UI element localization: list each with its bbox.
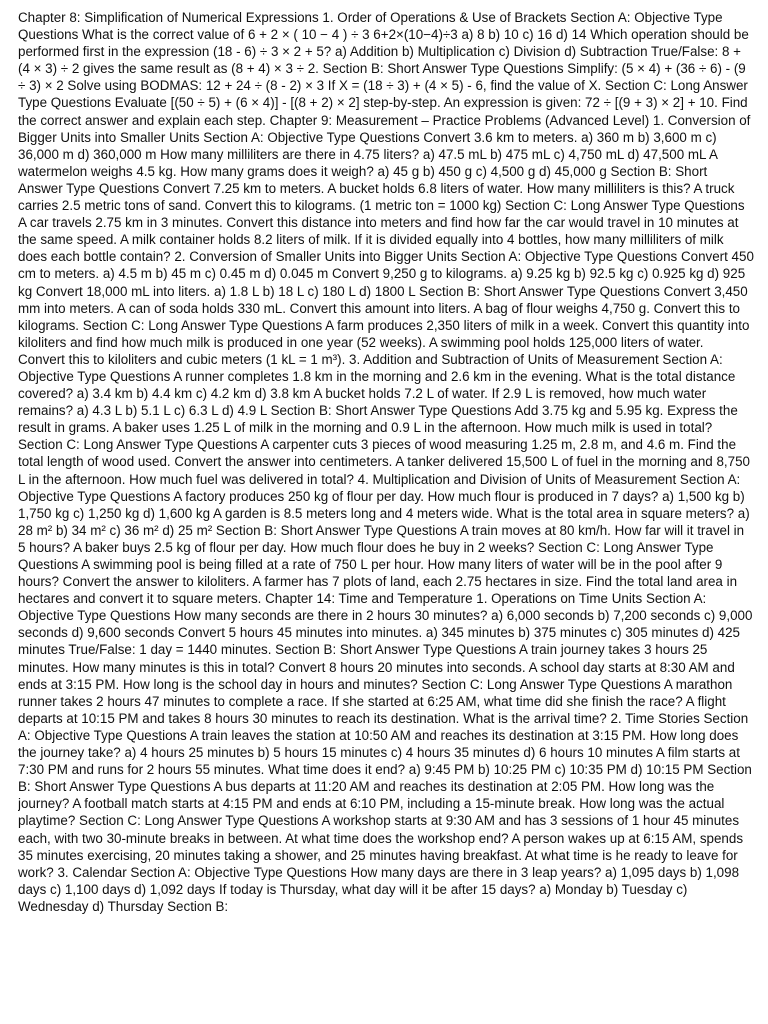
document-body-text: Chapter 8: Simplification of Numerical Expressions 1. Order of Operations & Use of Brackets Section A: Objective Type Questions What is the correct value of 6 + 2 × ( 10 − 4 ) ÷ 3 6+2×(10−4)÷3 a) 8 b) 10 c) 16 d) 14 Which operation should be performed first in the expression (18 - 6) ÷ 3 × 2 + 5? a) Addition b) Multiplication c) Division d) Subtraction True/False: 8 + (4 × 3) ÷ 2 gives the same result as (8 + 4) × 3 ÷ 2. Section B: Short Answer Type Questions Simplify: (5 × 4) + (36 ÷ 6) - (9 ÷ 3) × 2 Solve using BODMAS: 12 + 24 ÷ (8 - 2) × 3 If X = (18 ÷ 3) + (4 × 5) - 6, find the value of X. Section C: Long Answer Type Questions Evaluate [(50 ÷ 5) + (6 × 4)] - [(8 + 2) × 2] step-by-step. An expression is given: 72 ÷ [(9 + 3) × 2] + 10. Find the correct answer and explain each step. Chapter 9: Measurement – Practice Problems (Advanced Level) 1. Conversion of Bigger Units into Smaller Units Section A: Objective Type Questions Convert 3.6 km to meters. a) 360 m b) 3,600 m c) 36,000 m d) 360,000 m How many milliliters are there in 4.75 liters? a) 47.5 mL b) 475 mL c) 4,750 mL d) 47,500 mL A watermelon weighs 4.5 kg. How many grams does it weigh? a) 45 g b) 450 g c) 4,500 g d) 45,000 g Section B: Short Answer Type Questions Convert 7.25 km to meters. A bucket holds 6.8 liters of water. How many milliliters is this? A truck carries 2.5 metric tons of sand. Convert this to kilograms. (1 metric ton = 1000 kg) Section C: Long Answer Type Questions A car travels 2.75 km in 3 minutes. Convert this distance into meters and find how far the car would travel in 10 minutes at the same speed. A milk container holds 8.2 liters of milk. If it is divided equally into 4 bottles, how many milliliters of milk does each bottle contain? 2. Conversion of Smaller Units into Bigger Units Section A: Objective Type Questions Convert 450 cm to meters. a) 4.5 m b) 45 m c) 0.45 m d) 0.045 m Convert 9,250 g to kilograms. a) 9.25 kg b) 92.5 kg c) 0.925 kg d) 925 kg Convert 18,000 mL into liters. a) 1.8 L b) 18 L c) 180 L d) 1800 L Section B: Short Answer Type Questions Convert 3,450 mm into meters. A can of soda holds 330 mL. Convert this amount into liters. A bag of flour weighs 4,750 g. Convert this to kilograms. Section C: Long Answer Type Questions A farm produces 2,350 liters of milk in a week. Convert this quantity into kiloliters and find how much milk is produced in one year (52 weeks). A swimming pool holds 125,000 liters of water. Convert this to kiloliters and cubic meters (1 kL = 1 m³). 3. Addition and Subtraction of Units of Measurement Section A: Objective Type Questions A runner completes 1.8 km in the morning and 2.6 km in the evening. What is the total distance covered? a) 3.4 km b) 4.4 km c) 4.2 km d) 3.8 km A bucket holds 7.2 L of water. If 2.9 L is removed, how much water remains? a) 4.3 L b) 5.1 L c) 6.3 L d) 4.9 L Section B: Short Answer Type Questions Add 3.75 kg and 5.95 kg. Express the result in grams. A baker uses 1.25 L of milk in the morning and 0.9 L in the afternoon. How much milk is used in total? Section C: Long Answer Type Questions A carpenter cuts 3 pieces of wood measuring 1.25 m, 2.8 m, and 4.6 m. Find the total length of wood used. Convert the answer into centimeters. A tanker delivered 15,500 L of fuel in the morning and 8,750 L in the afternoon. How much fuel was delivered in total? 4. Multiplication and Division of Units of Measurement Section A: Objective Type Questions A factory produces 250 kg of flour per day. How much flour is produced in 7 days? a) 1,500 kg b) 1,750 kg c) 1,250 kg d) 1,600 kg A garden is 8.5 meters long and 4 meters wide. What is the total area in square meters? a) 28 m² b) 34 m² c) 36 m² d) 25 m² Section B: Short Answer Type Questions A train moves at 80 km/h. How far will it travel in 5 hours? A baker buys 2.5 kg of flour per day. How much flour does he buy in 2 weeks? Section C: Long Answer Type Questions A swimming pool is being filled at a rate of 750 L per hour. How many liters of water will be in the pool after 9 hours? Convert the answer to kiloliters. A farmer has 7 plots of land, each 2.75 hectares in size. Find the total land area in hectares and convert it to square meters. Chapter 14: Time and Temperature 1. Operations on Time Units Section A: Objective Type Questions How many seconds are there in 2 hours 30 minutes? a) 6,000 seconds b) 7,200 seconds c) 9,000 seconds d) 9,600 seconds Convert 5 hours 45 minutes into minutes. a) 345 minutes b) 375 minutes c) 305 minutes d) 425 minutes True/False: 1 day = 1440 minutes. Section B: Short Answer Type Questions A train journey takes 3 hours 25 minutes. How many minutes is this in total? Convert 8 hours 20 minutes into seconds. A school day starts at 8:30 AM and ends at 3:15 PM. How long is the school day in hours and minutes? Section C: Long Answer Type Questions A marathon runner takes 2 hours 47 minutes to complete a race. If she started at 6:25 AM, what time did she finish the race? A flight departs at 10:15 PM and takes 8 hours 30 minutes to reach its destination. What is the arrival time? 2. Time Stories Section A: Objective Type Questions A train leaves the station at 10:50 AM and reaches its destination at 3:15 PM. How long does the journey take? a) 4 hours 25 minutes b) 5 hours 15 minutes c) 4 hours 35 minutes d) 6 hours 10 minutes A film starts at 7:30 PM and runs for 2 hours 55 minutes. What time does it end? a) 9:45 PM b) 10:25 PM c) 10:35 PM d) 10:15 PM Section B: Short Answer Type Questions A bus departs at 11:20 AM and reaches its destination at 2:05 PM. How long was the journey? A football match starts at 4:15 PM and ends at 6:10 PM, including a 15-minute break. How long was the actual playtime? Section C: Long Answer Type Questions A workshop starts at 9:30 AM and has 3 sessions of 1 hour 45 minutes each, with two 30-minute breaks in between. At what time does the workshop end? A person wakes up at 6:15 AM, spends 35 minutes exercising, 20 minutes taking a shower, and 25 minutes having breakfast. At what time is he ready to leave for work? 3. Calendar Section A: Objective Type Questions How many days are there in 3 leap years? a) 1,095 days b) 1,098 days c) 1,100 days d) 1,092 days If today is Thursday, what day will it be after 15 days? a) Monday b) Tuesday c) Wednesday d) Thursday Section B: bbox=[18, 10, 754, 914]
document-page bbox=[18, 9, 754, 1019]
